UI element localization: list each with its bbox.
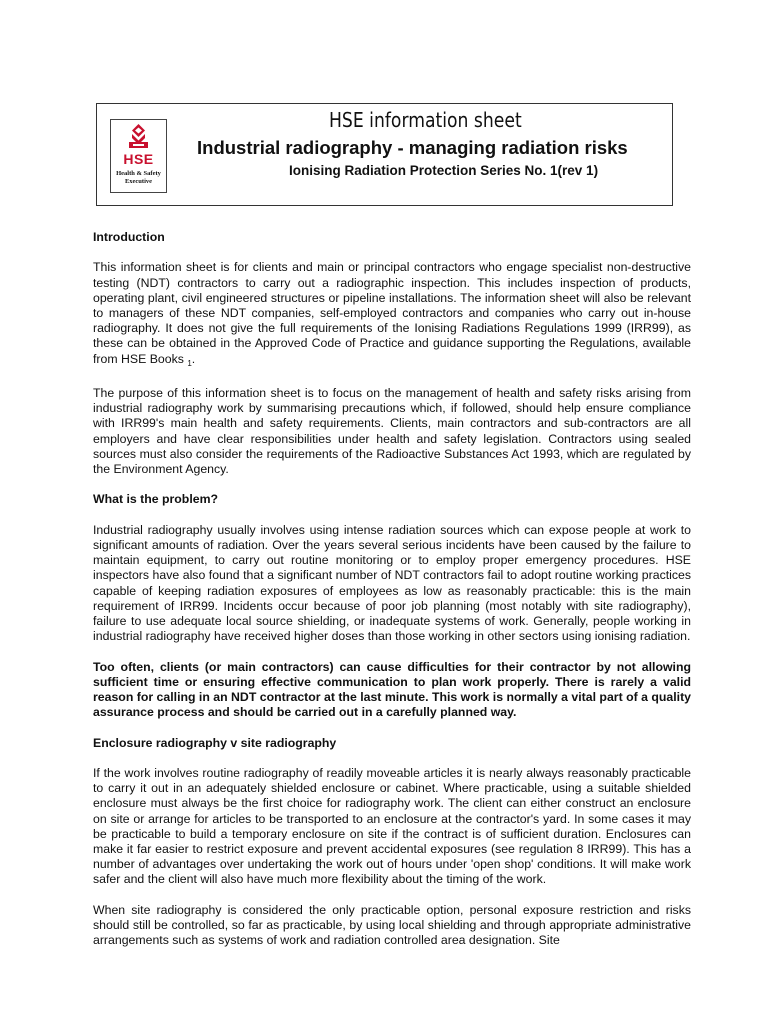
hse-logo: [110, 119, 167, 193]
document-body: [93, 230, 691, 964]
paragraph-enclosure-1: If the work involves routine radiography of readily moveable articles it is nearly always reasonably practicable to carry it out in an adequately shielded enclosure or cabinet. Where practicable, using a suitable shielded enclosure must always be the first choice for radiography work. The client can either construct an enclosure on site or arrange for articles to be transported to an enclosure at the contractor's yard. In some cases it may be practicable to build a temporary enclosure on site if the contract is of sufficient duration. Enclosures can make it far easier to restrict exposure and prevent accidental exposures (see regulation 8 IRR99). This has a number of advantages over undertaking the work out of hours under 'open shop' conditions. It will make work safer and the client will also have much more flexibility about the timing of the work.: [93, 766, 691, 887]
section-heading-enclosure: Enclosure radiography v site radiography: [93, 735, 337, 750]
hse-flame-icon: [111, 120, 166, 154]
header-box: [96, 103, 673, 206]
logo-subtitle-line1: Health & Safety: [116, 170, 161, 177]
paragraph-problem-1: Industrial radiography usually involves using intense radiation sources which can expose people at work to significant amounts of radiation. Over the years several serious incidents have been caused by the failure to maintain equipment, to carry out routine monitoring or to employ proper emergency procedures. HSE inspectors have also found that a significant number of NDT contractors fail to adopt routine working practices capable of keeping radiation exposures of employees as low as reasonably practicable: this is the main requirement of IRR99. Incidents occur because of poor job planning (most notably with site radiography), failure to use adequate local source shielding, or inadequate systems of work. Generally, people working in industrial radiography have received higher doses than those working in other sectors using ionising radiation.: [93, 522, 691, 644]
logo-subtitle-line2: Executive: [124, 178, 153, 185]
sheet-label: HSE information sheet: [329, 108, 522, 132]
page-title: Industrial radiography - managing radiation risks: [197, 137, 628, 158]
logo-subtitle: [111, 170, 166, 186]
paragraph-introduction-2: The purpose of this information sheet is to focus on the management of health and safety risks arising from industrial radiography work by summarising precautions which, if followed, should help ensure compliance with IRR99's main health and safety requirements. Clients, main contractors and sub-contractors are all employers and have clear responsibilities under health and safety legislation. Contractors using sealed sources must also consider the requirements of the Radioactive Substances Act 1993, which are regulated by the Environment Agency.: [93, 386, 691, 477]
paragraph-introduction-1: [93, 260, 691, 370]
paragraph-enclosure-2: When site radiography is considered the only practicable option, personal exposure restriction and risks should still be controlled, so far as practicable, by using local shielding and through appropriate administrative arrangements such as systems of work and radiation controlled area designation. Site: [93, 902, 691, 948]
paragraph-text: This information sheet is for clients and main or principal contractors who engage specialist non-destructive testing (NDT) contractors to carry out a radiographic inspection. This includes inspection of products, operating plant, civil engineered structures or pipeline installations. The information sheet will also be relevant to managers of these NDT companies, self-employed contractors and companies who carry out in-house radiography. It does not give the full requirements of the Ionising Radiations Regulations 1999 (IRR99), as these can be obtained in the Approved Code of Practice and guidance supporting the Regulations, available from HSE Books: [93, 260, 691, 366]
paragraph-problem-2-emphasis: Too often, clients (or main contractors) can cause difficulties for their contractor by not allowing sufficient time or ensuring effective communication to plan work properly. There is rarely a valid reason for calling in an NDT contractor at the last minute. This work is normally a vital part of a quality assurance process and should be carried out in a carefully planned way.: [93, 659, 691, 720]
series-subtitle: Ionising Radiation Protection Series No. 1(rev 1): [289, 163, 599, 178]
footnote-ref[interactable]: 1: [187, 358, 192, 368]
section-heading-problem: What is the problem?: [93, 492, 219, 507]
logo-wordmark: HSE: [123, 151, 154, 167]
paragraph-end: .: [191, 351, 196, 366]
section-heading-introduction: Introduction: [93, 230, 165, 244]
